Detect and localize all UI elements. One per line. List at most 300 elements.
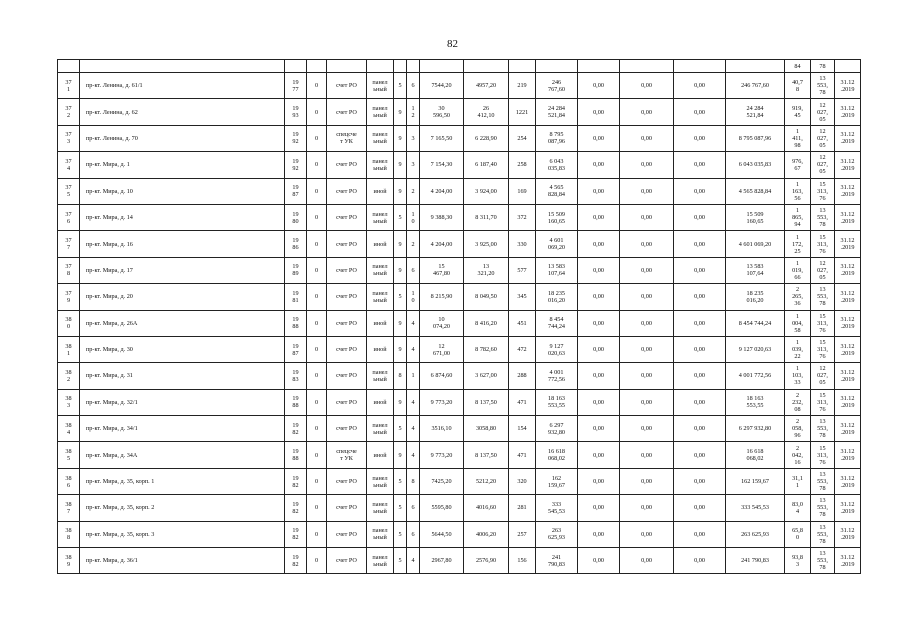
cell-residents: 472: [509, 336, 536, 362]
cell-deadline: 31.12 .2019: [835, 442, 861, 468]
cell-repair-cost: 8 454 744,24: [536, 310, 578, 336]
cell-cost-fund-1: 0,00: [578, 442, 620, 468]
cell-row-number: 38 9: [58, 548, 80, 574]
cell-specific-cost: 65,8 0: [785, 521, 811, 547]
table-row: [58, 310, 861, 336]
cell-address: пр-кт. Мира, д. 35, корп. 2: [80, 495, 285, 521]
cell-build-year: 19 87: [285, 178, 307, 204]
cell-cost-fund-3: 0,00: [674, 468, 726, 494]
cell-deadline: 31.12 .2019: [835, 521, 861, 547]
cell-repair-cost: 246 767,60: [536, 73, 578, 99]
cell-wall-material: иной: [367, 389, 394, 415]
cell-limit-cost: 15 313, 76: [811, 336, 835, 362]
table-row: [58, 468, 861, 494]
cell-address: пр-кт. Мира, д. 31: [80, 363, 285, 389]
cell-fund-method: счет РО: [327, 284, 367, 310]
cell-cost-fund-2: 0,00: [620, 495, 674, 521]
cell-deadline: 31.12 .2019: [835, 468, 861, 494]
cell-repair-cost: 16 618 068,02: [536, 442, 578, 468]
cell-specific-cost: 1 411, 98: [785, 125, 811, 151]
cell-floors: 5: [394, 521, 407, 547]
cell-entrances: 3: [407, 152, 420, 178]
cell-cost-fund-3: 0,00: [674, 310, 726, 336]
cell-entrances: 4: [407, 389, 420, 415]
cell-fund-method: счет РО: [327, 389, 367, 415]
cell-cost-fund-2: 0,00: [620, 389, 674, 415]
cell-floors: 5: [394, 495, 407, 521]
cell-limit-cost: 12 027, 05: [811, 257, 835, 283]
table-row: [58, 231, 861, 257]
cell-row-number: 37 8: [58, 257, 80, 283]
cell-row-number: 37 2: [58, 99, 80, 125]
cell-build-year: 19 77: [285, 73, 307, 99]
cell-row-number: 37 6: [58, 204, 80, 230]
cell-floors: 5: [394, 548, 407, 574]
cell-deadline: 31.12 .2019: [835, 231, 861, 257]
cell-address: пр-кт. Ленина, д. 70: [80, 125, 285, 151]
cell-build-year: 19 82: [285, 495, 307, 521]
cell-total-cost: 4 601 069,20: [726, 231, 785, 257]
cell-total-cost: 246 767,60: [726, 73, 785, 99]
cell-limit-cost: 15 313, 76: [811, 442, 835, 468]
cell-floors: 9: [394, 125, 407, 151]
cell-limit-cost: 12 027, 05: [811, 125, 835, 151]
cell-living-area: 6 228,90: [464, 125, 509, 151]
cell-residents: 577: [509, 257, 536, 283]
cell-zero-flag: 0: [307, 363, 327, 389]
cell-cost-fund-3: 0,00: [674, 73, 726, 99]
cell-living-area: 5212,20: [464, 468, 509, 494]
cell-cost-fund-3: 0,00: [674, 125, 726, 151]
cell-total-area: 6 874,60: [420, 363, 464, 389]
cell-fund-method: счет РО: [327, 548, 367, 574]
cell-cost-fund-2: 0,00: [620, 257, 674, 283]
cell-address: пр-кт. Мира, д. 1: [80, 152, 285, 178]
cell-limit-cost: 15 313, 76: [811, 389, 835, 415]
cell-deadline: 31.12 .2019: [835, 284, 861, 310]
cell-cost-fund-1: 0,00: [578, 73, 620, 99]
cell-floors: 5: [394, 284, 407, 310]
cell-limit-cost: 12 027, 05: [811, 363, 835, 389]
cell-specific-cost: 976, 67: [785, 152, 811, 178]
cell-address: пр-кт. Мира, д. 35, корп. 1: [80, 468, 285, 494]
cell-cost-fund-3: 0,00: [674, 284, 726, 310]
cell-total-cost: 18 235 016,20: [726, 284, 785, 310]
continuation-row: [58, 60, 861, 73]
cell-specific-cost: 2 265, 36: [785, 284, 811, 310]
table-row: [58, 284, 861, 310]
cell-wall-material: панел ьный: [367, 152, 394, 178]
cell-build-year: 19 81: [285, 284, 307, 310]
cell-total-cost: 162 159,67: [726, 468, 785, 494]
cell-limit-cost: 15 313, 76: [811, 231, 835, 257]
cell-cost-fund-2: 0,00: [620, 204, 674, 230]
cell-total-area: 15 467,80: [420, 257, 464, 283]
cell-row-number: 37 7: [58, 231, 80, 257]
cell-cost-fund-2: 0,00: [620, 416, 674, 442]
cell-build-year: 19 86: [285, 231, 307, 257]
cell-cost-fund-3: 0,00: [674, 231, 726, 257]
cell-fund-method: счет РО: [327, 363, 367, 389]
table-row: [58, 416, 861, 442]
cell-floors: 5: [394, 468, 407, 494]
cell-zero-flag: 0: [307, 336, 327, 362]
cell-address: пр-кт. Мира, д. 26А: [80, 310, 285, 336]
cell-limit-cost: 13 553, 78: [811, 73, 835, 99]
cell-cost-fund-1: 0,00: [578, 125, 620, 151]
table-row: [58, 442, 861, 468]
cell-repair-cost: 6 043 035,83: [536, 152, 578, 178]
cell-deadline: 31.12 .2019: [835, 310, 861, 336]
cell-deadline: 31.12 .2019: [835, 495, 861, 521]
cell-fund-method: счет РО: [327, 336, 367, 362]
cell-build-year: 19 82: [285, 548, 307, 574]
cell-wall-material: иной: [367, 336, 394, 362]
cell-living-area: 8 049,50: [464, 284, 509, 310]
cell-limit-cost: 13 553, 78: [811, 416, 835, 442]
cell-total-area: 7425,20: [420, 468, 464, 494]
cell-cost-fund-3: 0,00: [674, 363, 726, 389]
cell-floors: 9: [394, 310, 407, 336]
cell-cost-fund-1: 0,00: [578, 521, 620, 547]
cell-entrances: 6: [407, 257, 420, 283]
cell-total-area: 7 154,30: [420, 152, 464, 178]
cell-residents: 257: [509, 521, 536, 547]
cell-zero-flag: 0: [307, 125, 327, 151]
cell-total-cost: 4 565 828,84: [726, 178, 785, 204]
cell-specific-cost: 83,0 4: [785, 495, 811, 521]
cell-living-area: 3 925,00: [464, 231, 509, 257]
cell-residents: 169: [509, 178, 536, 204]
cell-cost-fund-1: 0,00: [578, 468, 620, 494]
cell-cost-fund-3: 0,00: [674, 442, 726, 468]
cell-build-year: 19 82: [285, 468, 307, 494]
cell-floors: 9: [394, 99, 407, 125]
cell-zero-flag: 0: [307, 442, 327, 468]
cell-row-number: 38 3: [58, 389, 80, 415]
cell-specific-cost: 2 232, 08: [785, 389, 811, 415]
cell-total-cost: 24 284 521,84: [726, 99, 785, 125]
cell-residents: 154: [509, 416, 536, 442]
cell-living-area: 3058,80: [464, 416, 509, 442]
cell-total-area: 7544,20: [420, 73, 464, 99]
cell-entrances: 1: [407, 363, 420, 389]
cell-fund-method: счет РО: [327, 257, 367, 283]
cell-repair-cost: 241 790,83: [536, 548, 578, 574]
cell-cost-fund-3: 0,00: [674, 204, 726, 230]
cell-build-year: 19 80: [285, 204, 307, 230]
cell-repair-cost: 6 297 932,80: [536, 416, 578, 442]
cell-row-number: 38 8: [58, 521, 80, 547]
cell-floors: 5: [394, 416, 407, 442]
cell-zero-flag: 0: [307, 468, 327, 494]
cell-row-number: 38 4: [58, 416, 80, 442]
cell-entrances: 2: [407, 231, 420, 257]
cell-entrances: 4: [407, 416, 420, 442]
cell-entrances: 3: [407, 125, 420, 151]
cell-wall-material: панел ьный: [367, 99, 394, 125]
cell-total-area: 4 204,00: [420, 178, 464, 204]
cell-cost-fund-3: 0,00: [674, 336, 726, 362]
cell-row-number: 37 5: [58, 178, 80, 204]
cell-entrances: 6: [407, 521, 420, 547]
cell-living-area: 3 627,00: [464, 363, 509, 389]
cell-cost-fund-3: 0,00: [674, 257, 726, 283]
cell-total-area: 9 773,20: [420, 442, 464, 468]
cell-repair-cost: 263 625,93: [536, 521, 578, 547]
cell-total-cost: 8 795 087,96: [726, 125, 785, 151]
cell-living-area: 26 412,10: [464, 99, 509, 125]
cell-row-number: 38 1: [58, 336, 80, 362]
cell-address: пр-кт. Мира, д. 34А: [80, 442, 285, 468]
cell-zero-flag: 0: [307, 284, 327, 310]
cell-total-cost: 13 583 107,64: [726, 257, 785, 283]
cell-fund-method: счет РО: [327, 178, 367, 204]
table-row: [58, 204, 861, 230]
cell-zero-flag: 0: [307, 548, 327, 574]
cell-wall-material: панел ьный: [367, 363, 394, 389]
cell-entrances: 6: [407, 495, 420, 521]
cell-residents: 288: [509, 363, 536, 389]
table-row: [58, 152, 861, 178]
cell-fund-method: счет РО: [327, 521, 367, 547]
cell-build-year: 19 82: [285, 416, 307, 442]
cell-limit-cost: 12 027, 05: [811, 152, 835, 178]
cell-deadline: 31.12 .2019: [835, 178, 861, 204]
cell-residents: 345: [509, 284, 536, 310]
cell-cost-fund-2: 0,00: [620, 99, 674, 125]
table-row: [58, 521, 861, 547]
cell-cost-fund-1: 0,00: [578, 178, 620, 204]
cell-fund-method: счет РО: [327, 231, 367, 257]
cell-build-year: 19 83: [285, 363, 307, 389]
cell-cost-fund-2: 0,00: [620, 125, 674, 151]
cell-fund-method: счет РО: [327, 495, 367, 521]
cell-address: пр-кт. Мира, д. 17: [80, 257, 285, 283]
table-row: [58, 125, 861, 151]
cell-zero-flag: 0: [307, 99, 327, 125]
cell-floors: 9: [394, 178, 407, 204]
cell-residents: 156: [509, 548, 536, 574]
cell-build-year: 19 93: [285, 99, 307, 125]
cell-deadline: 31.12 .2019: [835, 336, 861, 362]
cell-living-area: 8 137,50: [464, 442, 509, 468]
cell-living-area: 8 416,20: [464, 310, 509, 336]
cell-residents: 330: [509, 231, 536, 257]
cell-address: пр-кт. Мира, д. 14: [80, 204, 285, 230]
cell-address: пр-кт. Мира, д. 16: [80, 231, 285, 257]
cell-deadline: 31.12 .2019: [835, 73, 861, 99]
cell-limit-cost: 13 553, 78: [811, 284, 835, 310]
cell-repair-cost: 4 001 772,56: [536, 363, 578, 389]
cell-floors: 8: [394, 363, 407, 389]
cell-limit-cost: 15 313, 76: [811, 178, 835, 204]
cell-deadline: 31.12 .2019: [835, 125, 861, 151]
cell-build-year: 19 92: [285, 125, 307, 151]
cell-cost-fund-1: 0,00: [578, 204, 620, 230]
cell-row-number: 37 1: [58, 73, 80, 99]
cell-cost-fund-1: 0,00: [578, 231, 620, 257]
cell-limit-cost: 13 553, 78: [811, 495, 835, 521]
cell-residents: 281: [509, 495, 536, 521]
cell-entrances: 4: [407, 442, 420, 468]
cell-living-area: 4957,20: [464, 73, 509, 99]
cell-total-area: 30 596,50: [420, 99, 464, 125]
cell-wall-material: иной: [367, 310, 394, 336]
cell-zero-flag: 0: [307, 257, 327, 283]
cell-limit-cost: 15 313, 76: [811, 310, 835, 336]
table-row: [58, 336, 861, 362]
cell-cost-fund-1: 0,00: [578, 548, 620, 574]
cell-specific-cost: 919, 45: [785, 99, 811, 125]
cell-zero-flag: 0: [307, 310, 327, 336]
cell-wall-material: панел ьный: [367, 73, 394, 99]
cell-total-cost: 16 618 068,02: [726, 442, 785, 468]
cell-residents: 471: [509, 389, 536, 415]
cell-specific-cost: 1 172, 25: [785, 231, 811, 257]
cell-repair-cost: 333 545,53: [536, 495, 578, 521]
cell-fund-method: счет РО: [327, 152, 367, 178]
cell-specific-cost: 1 865, 94: [785, 204, 811, 230]
table-row: [58, 548, 861, 574]
cell-cost-fund-3: 0,00: [674, 389, 726, 415]
cell-total-area: 3516,10: [420, 416, 464, 442]
cell-cost-fund-2: 0,00: [620, 310, 674, 336]
cell-cost-fund-2: 0,00: [620, 468, 674, 494]
cell-cost-fund-2: 0,00: [620, 178, 674, 204]
table-row: [58, 178, 861, 204]
cell-cost-fund-3: 0,00: [674, 152, 726, 178]
cell-total-area: 10 074,20: [420, 310, 464, 336]
cell-floors: 9: [394, 442, 407, 468]
cell-cost-fund-2: 0,00: [620, 284, 674, 310]
cell-living-area: 8 311,70: [464, 204, 509, 230]
cell-cost-fund-2: 0,00: [620, 548, 674, 574]
cell-address: пр-кт. Мира, д. 32/1: [80, 389, 285, 415]
cell-residents: 1221: [509, 99, 536, 125]
cell-specific-cost: 93,8 3: [785, 548, 811, 574]
cell-total-cost: 18 163 553,55: [726, 389, 785, 415]
table-row: [58, 99, 861, 125]
cell-living-area: 4006,20: [464, 521, 509, 547]
cell-wall-material: панел ьный: [367, 468, 394, 494]
cell-cost-fund-1: 0,00: [578, 336, 620, 362]
cell-deadline: 31.12 .2019: [835, 416, 861, 442]
cell-address: пр-кт. Мира, д. 10: [80, 178, 285, 204]
cell-row-number: 37 3: [58, 125, 80, 151]
cell-cost-fund-1: 0,00: [578, 363, 620, 389]
cell-cost-fund-1: 0,00: [578, 99, 620, 125]
page-number: 82: [447, 38, 458, 50]
cell-zero-flag: 0: [307, 231, 327, 257]
cell-cost-fund-1: 0,00: [578, 389, 620, 415]
cell-cost-fund-1: 0,00: [578, 257, 620, 283]
cell-zero-flag: 0: [307, 389, 327, 415]
cell-total-area: 5595,80: [420, 495, 464, 521]
cell-entrances: 4: [407, 310, 420, 336]
cell-repair-cost: 18 235 016,20: [536, 284, 578, 310]
cell-entrances: 2: [407, 178, 420, 204]
cell-living-area: 2576,90: [464, 548, 509, 574]
cell-fund-method: счет РО: [327, 310, 367, 336]
cell-deadline: 31.12 .2019: [835, 204, 861, 230]
cell-cost-fund-1: 0,00: [578, 284, 620, 310]
cell-residents: 254: [509, 125, 536, 151]
cell-fund-method: спецсче т УК: [327, 125, 367, 151]
cell-total-cost: 9 127 020,63: [726, 336, 785, 362]
cell-total-area: 9 388,30: [420, 204, 464, 230]
cell-total-cost: 15 509 160,65: [726, 204, 785, 230]
cell-repair-cost: 9 127 020,63: [536, 336, 578, 362]
cell-zero-flag: 0: [307, 495, 327, 521]
cell-floors: 9: [394, 231, 407, 257]
cell-row-number: 38 2: [58, 363, 80, 389]
cell-deadline: 31.12 .2019: [835, 389, 861, 415]
cell-repair-cost: 24 284 521,84: [536, 99, 578, 125]
cell-cost-fund-1: 0,00: [578, 416, 620, 442]
cell-wall-material: иной: [367, 178, 394, 204]
cell-floors: 9: [394, 152, 407, 178]
cell-build-year: 19 88: [285, 389, 307, 415]
cell-living-area: 8 782,60: [464, 336, 509, 362]
cell-specific-cost: 1 039, 22: [785, 336, 811, 362]
cell-total-cost: 6 297 932,80: [726, 416, 785, 442]
cell-repair-cost: 8 795 087,96: [536, 125, 578, 151]
cell-wall-material: панел ьный: [367, 416, 394, 442]
cell-row-number: 37 4: [58, 152, 80, 178]
cell-specific-cost: 40,7 8: [785, 73, 811, 99]
cell-cost-fund-2: 0,00: [620, 336, 674, 362]
cell-entrances: 4: [407, 548, 420, 574]
cell-repair-cost: 13 583 107,64: [536, 257, 578, 283]
cell-residents: 471: [509, 442, 536, 468]
cell-deadline: 31.12 .2019: [835, 152, 861, 178]
table-row: [58, 363, 861, 389]
cell-deadline: 31.12 .2019: [835, 548, 861, 574]
cell-row-number: 38 0: [58, 310, 80, 336]
cell-specific-cost: 1 019, 66: [785, 257, 811, 283]
cell-limit-cost: 13 553, 78: [811, 548, 835, 574]
cell-repair-cost: 4 601 069,20: [536, 231, 578, 257]
cell-zero-flag: 0: [307, 521, 327, 547]
cell-cost-fund-2: 0,00: [620, 442, 674, 468]
cell-row-number: 37 9: [58, 284, 80, 310]
cell-entrances: 6: [407, 73, 420, 99]
cell-specific-cost: 1 103, 33: [785, 363, 811, 389]
cell-entrances: 4: [407, 336, 420, 362]
cell-deadline: 31.12 .2019: [835, 257, 861, 283]
cell-fund-method: счет РО: [327, 468, 367, 494]
cell-cost-fund-1: 0,00: [578, 495, 620, 521]
cell-wall-material: панел ьный: [367, 548, 394, 574]
cell-living-area: 4016,60: [464, 495, 509, 521]
cell-address: пр-кт. Ленина, д. 62: [80, 99, 285, 125]
cell-address: пр-кт. Мира, д. 34/1: [80, 416, 285, 442]
cell-specific-cost: 31,1 1: [785, 468, 811, 494]
cell-total-area: 4 204,00: [420, 231, 464, 257]
cell-zero-flag: 0: [307, 73, 327, 99]
cell-wall-material: панел ьный: [367, 257, 394, 283]
cell-floors: 9: [394, 389, 407, 415]
cell-repair-cost: 18 163 553,55: [536, 389, 578, 415]
cell-cost-fund-3: 0,00: [674, 495, 726, 521]
cell-total-cost: 8 454 744,24: [726, 310, 785, 336]
table-row: [58, 495, 861, 521]
cell-cost-fund-3: 0,00: [674, 521, 726, 547]
cell-total-cost: 241 790,83: [726, 548, 785, 574]
cell-cost-fund-2: 0,00: [620, 152, 674, 178]
cell-fund-method: счет РО: [327, 99, 367, 125]
